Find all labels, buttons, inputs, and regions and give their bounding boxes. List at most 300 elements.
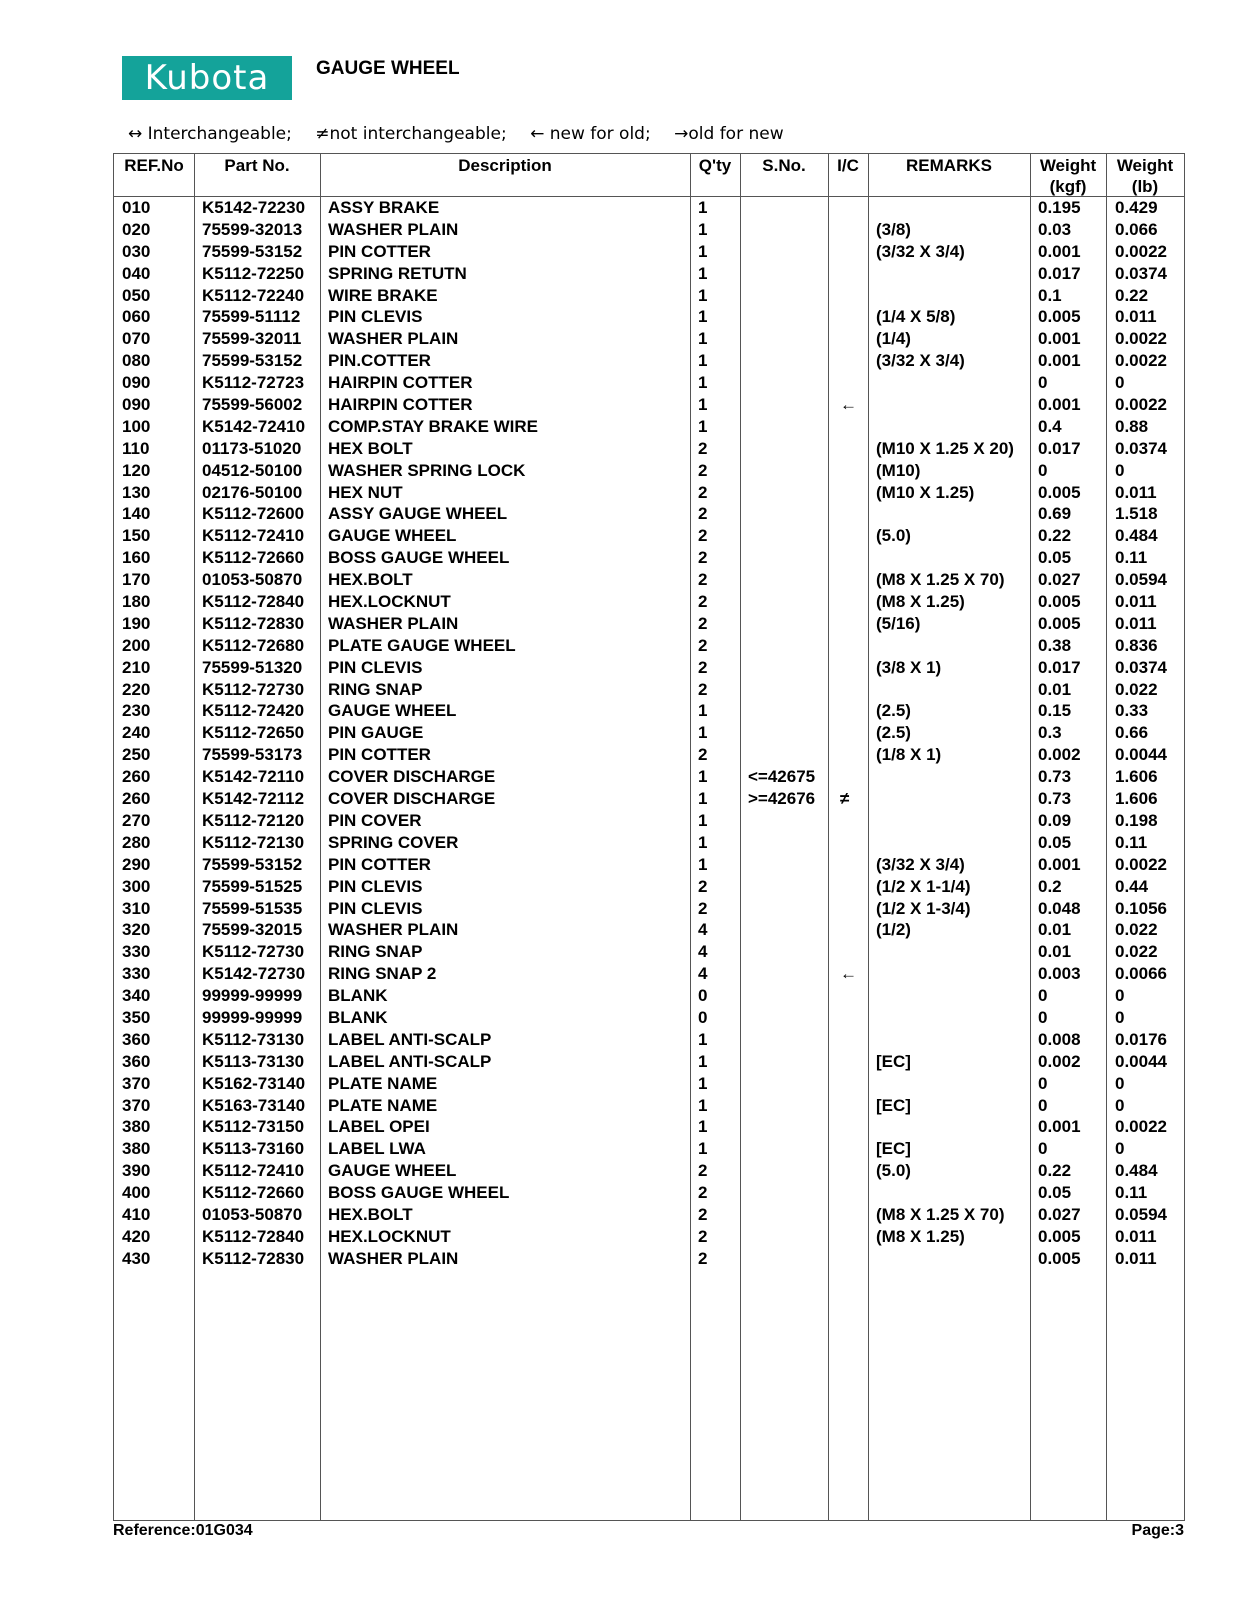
description-cell: BLANK [328, 1007, 388, 1027]
header-divider [114, 196, 1184, 197]
qty-cell: 1 [698, 854, 708, 874]
ref-cell: 350 [122, 1007, 151, 1027]
part-number-cell: K5112-72830 [202, 1248, 305, 1268]
page-number: Page:3 [1131, 1522, 1184, 1539]
weight-lb-cell: 0 [1115, 1007, 1125, 1027]
description-cell: RING SNAP 2 [328, 964, 437, 984]
ref-cell: 370 [122, 1095, 151, 1115]
weight-kgf-cell: 0 [1038, 1139, 1048, 1159]
weight-kgf-cell: 0 [1038, 986, 1048, 1006]
weight-lb-cell: 0.66 [1115, 723, 1149, 743]
remarks-cell: (1/2 X 1-1/4) [876, 876, 971, 896]
remarks-cell: (1/2) [876, 920, 911, 940]
description-cell: WASHER PLAIN [328, 329, 459, 349]
description-cell: PIN.COTTER [328, 351, 431, 371]
table-row [114, 395, 1184, 417]
part-number-cell: 75599-51535 [202, 898, 303, 918]
weight-lb-cell: 0 [1115, 986, 1125, 1006]
column-header-ic: I/C [837, 156, 859, 175]
weight-kgf-cell: 0.017 [1038, 438, 1081, 458]
ref-cell: 130 [122, 482, 151, 502]
ref-cell: 280 [122, 832, 151, 852]
part-number-cell: K5112-72410 [202, 1161, 305, 1181]
description-cell: HEX.LOCKNUT [328, 592, 451, 612]
qty-cell: 1 [698, 285, 708, 305]
table-row [114, 723, 1184, 745]
remarks-cell: (1/4 X 5/8) [876, 307, 956, 327]
remarks-cell: (5/16) [876, 613, 921, 633]
weight-kgf-cell: 0.15 [1038, 701, 1072, 721]
part-number-cell: 75599-53152 [202, 351, 303, 371]
weight-kgf-cell: 0.03 [1038, 219, 1072, 239]
qty-cell: 0 [698, 986, 708, 1006]
ref-cell: 330 [122, 942, 151, 962]
remarks-cell: (M8 X 1.25 X 70) [876, 1204, 1005, 1224]
description-cell: GAUGE WHEEL [328, 701, 457, 721]
legend-interchangeable: ↔ Interchangeable; [128, 124, 292, 144]
ref-cell: 060 [122, 307, 151, 327]
ref-cell: 220 [122, 679, 151, 699]
ref-cell: 250 [122, 745, 151, 765]
qty-cell: 1 [698, 351, 708, 371]
remarks-cell: (5.0) [876, 1161, 911, 1181]
table-row [114, 1227, 1184, 1249]
qty-cell: 1 [698, 1029, 708, 1049]
weight-kgf-cell: 0.001 [1038, 329, 1081, 349]
kubota-logo: Kubota [122, 56, 292, 100]
remarks-cell: (M10) [876, 460, 921, 480]
weight-kgf-cell: 0.1 [1038, 285, 1062, 305]
part-number-cell: K5112-72840 [202, 1226, 305, 1246]
qty-cell: 1 [698, 723, 708, 743]
weight-lb-cell: 0.0374 [1115, 657, 1167, 677]
table-row [114, 242, 1184, 264]
weight-kgf-cell: 0.001 [1038, 1117, 1081, 1137]
part-number-cell: K5112-72650 [202, 723, 305, 743]
part-number-cell: K5163-73140 [202, 1095, 306, 1115]
remarks-cell: [EC] [876, 1095, 911, 1115]
part-number-cell: K5112-72680 [202, 635, 305, 655]
description-cell: SPRING RETUTN [328, 263, 467, 283]
weight-lb-cell: 0.33 [1115, 701, 1149, 721]
remarks-cell: (3/32 X 3/4) [876, 854, 965, 874]
table-row [114, 1030, 1184, 1052]
ref-cell: 190 [122, 613, 151, 633]
weight-lb-cell: 1.606 [1115, 767, 1158, 787]
weight-lb-cell: 0.11 [1115, 548, 1148, 568]
weight-kgf-cell: 0.005 [1038, 307, 1081, 327]
qty-cell: 2 [698, 504, 708, 524]
qty-cell: 1 [698, 198, 708, 217]
table-row [114, 526, 1184, 548]
part-number-cell: K5112-72730 [202, 942, 305, 962]
weight-kgf-cell: 0.22 [1038, 526, 1072, 546]
ref-cell: 380 [122, 1139, 151, 1159]
table-row [114, 614, 1184, 636]
weight-kgf-cell: 0.09 [1038, 810, 1072, 830]
table-row [114, 1052, 1184, 1074]
weight-lb-cell: 0.44 [1115, 876, 1149, 896]
description-cell: GAUGE WHEEL [328, 1161, 457, 1181]
weight-kgf-cell: 0.001 [1038, 395, 1081, 415]
table-row [114, 942, 1184, 964]
weight-lb-cell: 0.0022 [1115, 395, 1167, 415]
part-number-cell: 02176-50100 [202, 482, 303, 502]
weight-kgf-cell: 0.005 [1038, 592, 1081, 612]
part-number-cell: 75599-56002 [202, 395, 303, 415]
weight-kgf-cell: 0.73 [1038, 767, 1072, 787]
ref-cell: 070 [122, 329, 151, 349]
ref-cell: 090 [122, 395, 151, 415]
qty-cell: 1 [698, 416, 708, 436]
weight-lb-cell: 0.484 [1115, 526, 1158, 546]
table-row [114, 636, 1184, 658]
weight-lb-cell: 1.606 [1115, 789, 1158, 809]
table-row [114, 307, 1184, 329]
part-number-cell: K5142-72730 [202, 964, 306, 984]
table-row [114, 1117, 1184, 1139]
ref-cell: 020 [122, 219, 151, 239]
table-row [114, 767, 1184, 789]
description-cell: WASHER SPRING LOCK [328, 460, 526, 480]
table-row [114, 1183, 1184, 1205]
qty-cell: 2 [698, 526, 708, 546]
part-number-cell: K5113-73160 [202, 1139, 305, 1159]
part-number-cell: 75599-51320 [202, 657, 303, 677]
table-row [114, 1139, 1184, 1161]
qty-cell: 1 [698, 263, 708, 283]
weight-lb-cell: 0.011 [1115, 613, 1157, 633]
ref-cell: 300 [122, 876, 151, 896]
part-number-cell: K5112-72730 [202, 679, 305, 699]
table-row [114, 920, 1184, 942]
ref-cell: 360 [122, 1051, 151, 1071]
weight-kgf-cell: 0 [1038, 1073, 1048, 1093]
part-number-cell: 01173-51020 [202, 438, 302, 458]
description-cell: PIN CLEVIS [328, 307, 423, 327]
table-row [114, 680, 1184, 702]
description-cell: HEX.BOLT [328, 1204, 413, 1224]
qty-cell: 1 [698, 395, 708, 415]
remarks-cell: (1/4) [876, 329, 911, 349]
part-number-cell: K5112-72660 [202, 548, 305, 568]
qty-cell: 2 [698, 1248, 708, 1268]
qty-cell: 2 [698, 592, 708, 612]
ref-cell: 180 [122, 592, 151, 612]
part-number-cell: 75599-51112 [202, 307, 301, 327]
remarks-cell: (M10 X 1.25) [876, 482, 975, 502]
part-number-cell: 75599-51525 [202, 876, 303, 896]
qty-cell: 2 [698, 613, 708, 633]
weight-lb-cell: 0.198 [1115, 810, 1158, 830]
description-cell: ASSY BRAKE [328, 198, 440, 217]
weight-lb-cell: 0.0022 [1115, 351, 1167, 371]
weight-lb-cell: 0.011 [1115, 592, 1157, 612]
qty-cell: 4 [698, 920, 708, 940]
weight-lb-cell: 0.0594 [1115, 1204, 1167, 1224]
ref-cell: 150 [122, 526, 151, 546]
weight-lb-cell: 0.011 [1115, 307, 1157, 327]
column-header-serial: S.No. [762, 156, 806, 175]
table-row [114, 658, 1184, 680]
weight-kgf-cell: 0.005 [1038, 482, 1081, 502]
weight-kgf-cell: 0.2 [1038, 876, 1062, 896]
remarks-cell: (1/2 X 1-3/4) [876, 898, 971, 918]
remarks-cell: (3/8) [876, 219, 911, 239]
table-row [114, 789, 1184, 811]
weight-lb-cell: 0.0594 [1115, 570, 1167, 590]
part-number-cell: K5142-72410 [202, 416, 306, 436]
column-header-remarks: REMARKS [906, 156, 992, 175]
ref-cell: 240 [122, 723, 151, 743]
weight-kgf-cell: 0.4 [1038, 416, 1062, 436]
description-cell: PLATE NAME [328, 1073, 438, 1093]
ref-cell: 420 [122, 1226, 151, 1246]
qty-cell: 1 [698, 1139, 708, 1159]
column-header-weight-lb: Weight (lb) [1116, 156, 1174, 196]
weight-kgf-cell: 0.048 [1038, 898, 1081, 918]
weight-lb-cell: 0.0374 [1115, 263, 1167, 283]
description-cell: COVER DISCHARGE [328, 767, 496, 787]
description-cell: GAUGE WHEEL [328, 526, 457, 546]
weight-lb-cell: 0.011 [1115, 1226, 1157, 1246]
serial-cell: <=42675 [748, 767, 816, 787]
weight-lb-cell: 0.0176 [1115, 1029, 1167, 1049]
weight-kgf-cell: 0.027 [1038, 1204, 1081, 1224]
qty-cell: 0 [698, 1007, 708, 1027]
weight-kgf-cell: 0.69 [1038, 504, 1072, 524]
remarks-cell: (3/32 X 3/4) [876, 351, 965, 371]
weight-lb-cell: 0.0066 [1115, 964, 1167, 984]
description-cell: LABEL LWA [328, 1139, 426, 1159]
description-cell: ASSY GAUGE WHEEL [328, 504, 508, 524]
weight-kgf-cell: 0.017 [1038, 657, 1081, 677]
qty-cell: 1 [698, 789, 708, 809]
weight-kgf-cell: 0.008 [1038, 1029, 1081, 1049]
remarks-cell: (M8 X 1.25) [876, 592, 965, 612]
description-cell: WASHER PLAIN [328, 920, 459, 940]
ref-cell: 090 [122, 373, 151, 393]
part-number-cell: K5142-72230 [202, 198, 306, 217]
weight-lb-cell: 0.0022 [1115, 329, 1167, 349]
remarks-cell: (2.5) [876, 723, 911, 743]
table-row [114, 264, 1184, 286]
weight-kgf-cell: 0.001 [1038, 854, 1081, 874]
ref-cell: 430 [122, 1248, 151, 1268]
qty-cell: 2 [698, 898, 708, 918]
weight-kgf-cell: 0 [1038, 460, 1048, 480]
remarks-cell: (2.5) [876, 701, 911, 721]
qty-cell: 2 [698, 876, 708, 896]
part-number-cell: K5112-73130 [202, 1029, 305, 1049]
weight-kgf-cell: 0.195 [1038, 198, 1081, 217]
description-cell: HEX.LOCKNUT [328, 1226, 451, 1246]
description-cell: HEX.BOLT [328, 570, 413, 590]
weight-kgf-cell: 0.01 [1038, 942, 1072, 962]
weight-lb-cell: 0.011 [1115, 1248, 1157, 1268]
qty-cell: 2 [698, 438, 708, 458]
qty-cell: 2 [698, 1204, 708, 1224]
table-row [114, 899, 1184, 921]
weight-lb-cell: 0 [1115, 1073, 1125, 1093]
remarks-cell: [EC] [876, 1139, 911, 1159]
description-cell: WASHER PLAIN [328, 1248, 459, 1268]
table-row [114, 877, 1184, 899]
weight-lb-cell: 0.022 [1115, 942, 1158, 962]
part-number-cell: 75599-53152 [202, 854, 303, 874]
qty-cell: 2 [698, 745, 708, 765]
description-cell: PIN COTTER [328, 745, 431, 765]
weight-lb-cell: 0.011 [1115, 482, 1157, 502]
qty-cell: 1 [698, 241, 708, 261]
table-row [114, 986, 1184, 1008]
part-number-cell: K5112-72120 [202, 810, 305, 830]
weight-kgf-cell: 0.05 [1038, 548, 1072, 568]
part-number-cell: 99999-99999 [202, 986, 303, 1006]
part-number-cell: K5112-72723 [202, 373, 305, 393]
part-number-cell: 75599-53152 [202, 241, 303, 261]
ref-cell: 260 [122, 767, 151, 787]
description-cell: COVER DISCHARGE [328, 789, 496, 809]
weight-kgf-cell: 0.005 [1038, 1226, 1081, 1246]
table-row [114, 745, 1184, 767]
qty-cell: 1 [698, 1051, 708, 1071]
weight-kgf-cell: 0 [1038, 373, 1048, 393]
qty-cell: 1 [698, 1117, 708, 1137]
ref-cell: 270 [122, 810, 151, 830]
part-number-cell: 99999-99999 [202, 1007, 303, 1027]
part-number-cell: K5112-72600 [202, 504, 305, 524]
weight-kgf-cell: 0.001 [1038, 241, 1081, 261]
part-number-cell: 75599-32013 [202, 219, 303, 239]
description-cell: LABEL OPEI [328, 1117, 430, 1137]
part-number-cell: 75599-32011 [202, 329, 302, 349]
qty-cell: 2 [698, 548, 708, 568]
legend-new-for-old: ← new for old; [530, 124, 651, 144]
ref-cell: 230 [122, 701, 151, 721]
weight-lb-cell: 0.11 [1115, 832, 1148, 852]
ref-cell: 010 [122, 198, 151, 217]
qty-cell: 1 [698, 329, 708, 349]
weight-kgf-cell: 0.38 [1038, 635, 1072, 655]
weight-kgf-cell: 0.05 [1038, 832, 1072, 852]
weight-lb-cell: 0.022 [1115, 679, 1158, 699]
qty-cell: 1 [698, 810, 708, 830]
weight-lb-cell: 0.0374 [1115, 438, 1167, 458]
description-cell: HEX NUT [328, 482, 403, 502]
ref-cell: 140 [122, 504, 151, 524]
part-number-cell: K5112-72420 [202, 701, 305, 721]
part-number-cell: K5142-72110 [202, 767, 305, 787]
description-cell: PIN COTTER [328, 854, 431, 874]
weight-kgf-cell: 0.01 [1038, 679, 1072, 699]
ref-cell: 410 [122, 1204, 151, 1224]
weight-kgf-cell: 0.005 [1038, 613, 1081, 633]
table-row [114, 1096, 1184, 1118]
weight-kgf-cell: 0.22 [1038, 1161, 1072, 1181]
page-title: GAUGE WHEEL [316, 58, 460, 79]
weight-kgf-cell: 0.027 [1038, 570, 1081, 590]
description-cell: PLATE GAUGE WHEEL [328, 635, 516, 655]
qty-cell: 1 [698, 373, 708, 393]
part-number-cell: K5112-72240 [202, 285, 305, 305]
table-row [114, 548, 1184, 570]
table-row [114, 417, 1184, 439]
qty-cell: 4 [698, 964, 708, 984]
part-number-cell: K5162-73140 [202, 1073, 306, 1093]
weight-kgf-cell: 0.002 [1038, 745, 1081, 765]
weight-kgf-cell: 0.002 [1038, 1051, 1081, 1071]
qty-cell: 1 [698, 219, 708, 239]
table-row [114, 833, 1184, 855]
part-number-cell: K5112-72250 [202, 263, 305, 283]
qty-cell: 1 [698, 832, 708, 852]
qty-cell: 2 [698, 570, 708, 590]
weight-lb-cell: 0 [1115, 1095, 1125, 1115]
remarks-cell: (3/8 X 1) [876, 657, 942, 677]
remarks-cell: [EC] [876, 1051, 911, 1071]
qty-cell: 2 [698, 482, 708, 502]
description-cell: PIN CLEVIS [328, 657, 423, 677]
ref-cell: 390 [122, 1161, 151, 1181]
description-cell: PIN CLEVIS [328, 898, 423, 918]
description-cell: HAIRPIN COTTER [328, 395, 473, 415]
remarks-cell: (5.0) [876, 526, 911, 546]
description-cell: PIN COVER [328, 810, 422, 830]
weight-lb-cell: 0 [1115, 460, 1125, 480]
table-row [114, 701, 1184, 723]
weight-kgf-cell: 0.73 [1038, 789, 1072, 809]
reference-number: Reference:01G034 [113, 1522, 253, 1539]
table-row [114, 964, 1184, 986]
weight-kgf-cell: 0.05 [1038, 1183, 1072, 1203]
weight-lb-cell: 0.0022 [1115, 854, 1167, 874]
column-header-weight-kgf: Weight (kgf) [1039, 156, 1097, 196]
table-row [114, 570, 1184, 592]
table-row [114, 329, 1184, 351]
remarks-cell: (M8 X 1.25) [876, 1226, 965, 1246]
table-row [114, 198, 1184, 220]
table-row [114, 439, 1184, 461]
ref-cell: 370 [122, 1073, 151, 1093]
ref-cell: 100 [122, 416, 151, 436]
weight-lb-cell: 0.0022 [1115, 1117, 1167, 1137]
ref-cell: 310 [122, 898, 151, 918]
part-number-cell: 01053-50870 [202, 570, 303, 590]
description-cell: PIN COTTER [328, 241, 431, 261]
weight-lb-cell: 0.1056 [1115, 898, 1167, 918]
table-row [114, 504, 1184, 526]
qty-cell: 1 [698, 701, 708, 721]
table-row [114, 483, 1184, 505]
ref-cell: 400 [122, 1183, 151, 1203]
table-row [114, 373, 1184, 395]
table-row [114, 461, 1184, 483]
table-row [114, 1074, 1184, 1096]
qty-cell: 2 [698, 460, 708, 480]
weight-kgf-cell: 0.3 [1038, 723, 1062, 743]
weight-lb-cell: 0.0022 [1115, 241, 1167, 261]
part-number-cell: K5112-72660 [202, 1183, 305, 1203]
weight-kgf-cell: 0.003 [1038, 964, 1081, 984]
remarks-cell: (3/32 X 3/4) [876, 241, 965, 261]
description-cell: PIN CLEVIS [328, 876, 423, 896]
ref-cell: 200 [122, 635, 151, 655]
description-cell: HEX BOLT [328, 438, 413, 458]
part-number-cell: 75599-32015 [202, 920, 303, 940]
qty-cell: 2 [698, 657, 708, 677]
description-cell: WIRE BRAKE [328, 285, 438, 305]
